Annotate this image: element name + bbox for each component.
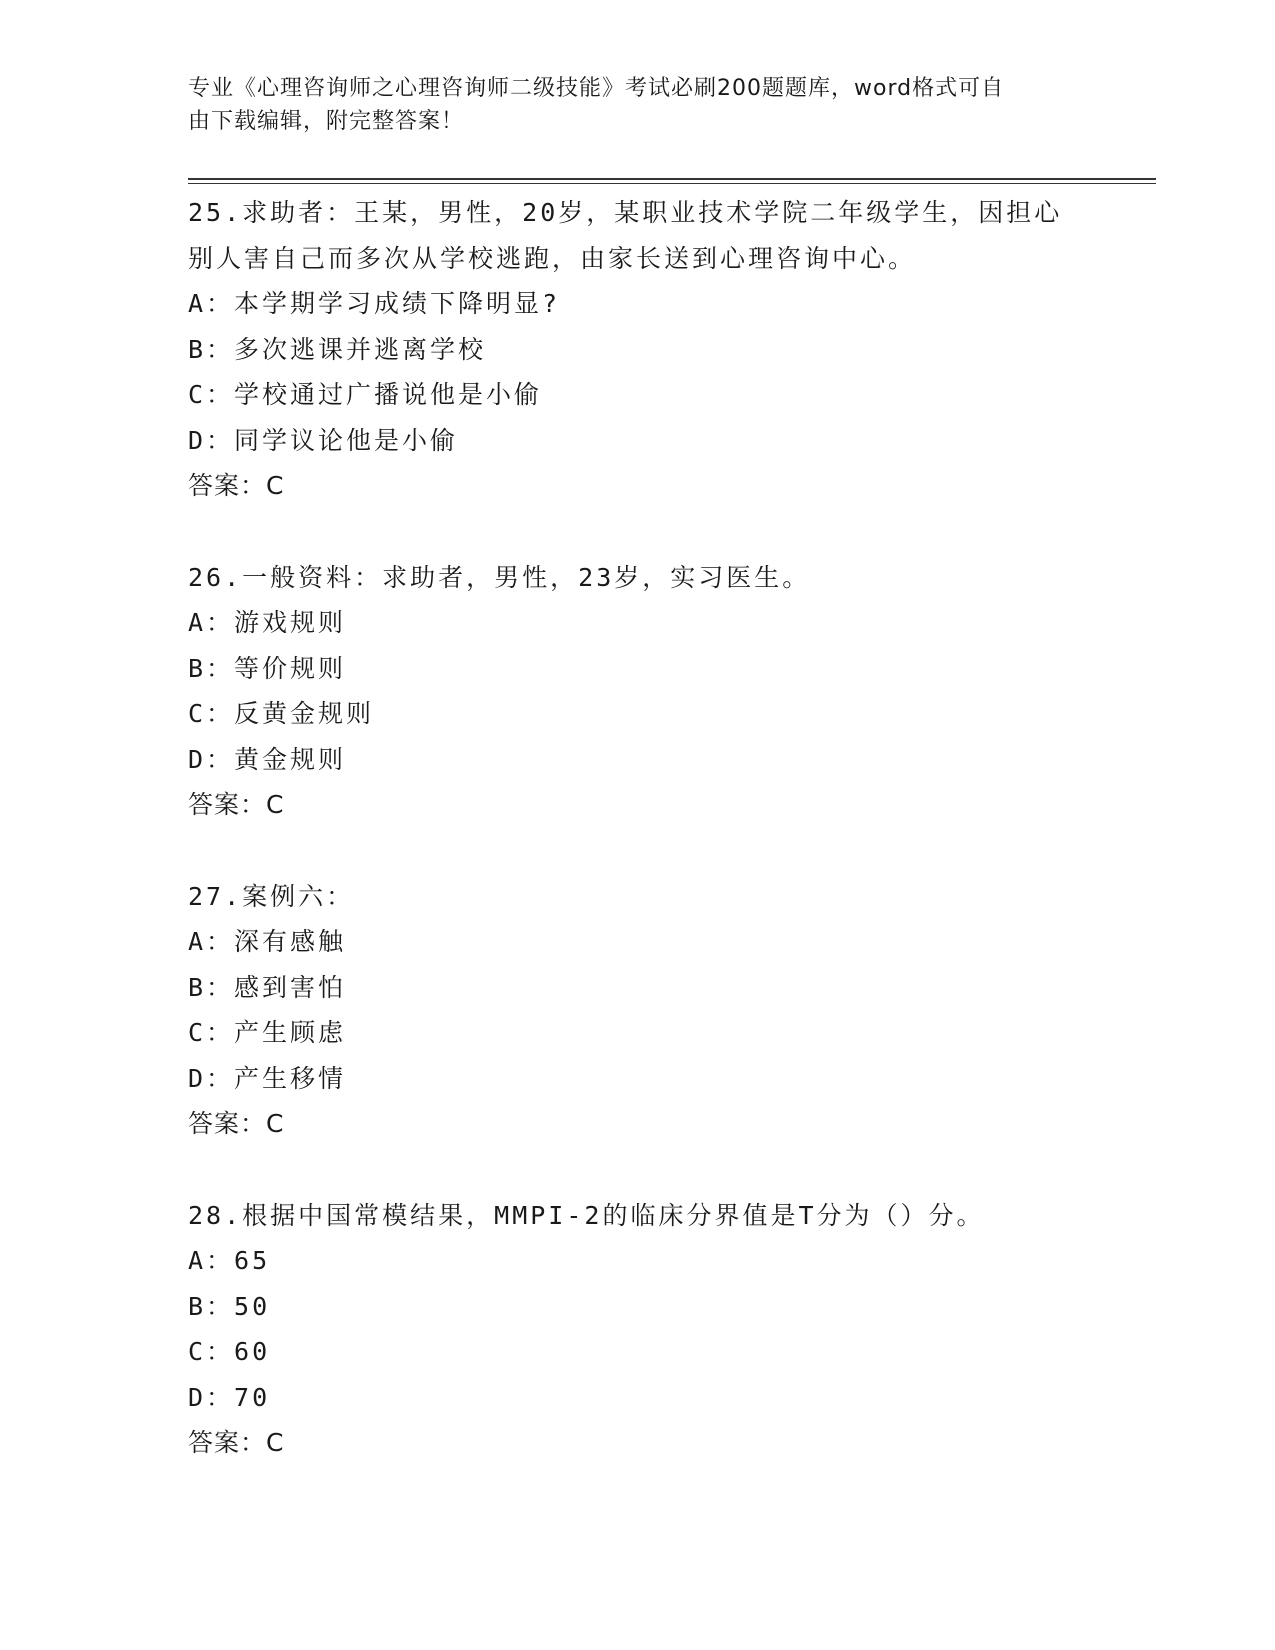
option-d: D：70	[188, 1382, 271, 1412]
question-28	[188, 1193, 1088, 1466]
option-a: A：游戏规则	[188, 608, 347, 637]
question-27	[188, 874, 1088, 1147]
option-a: A：本学期学习成绩下降明显?	[188, 289, 561, 318]
spacer	[188, 828, 1088, 874]
header-divider-thin	[188, 183, 1156, 184]
question-25	[188, 190, 1088, 509]
option-b: B：等价规则	[188, 653, 347, 683]
option-b: B：50	[188, 1291, 271, 1321]
header-divider-thick	[188, 178, 1156, 180]
question-text: 别人害自己而多次从学校逃跑，由家长送到心理咨询中心。	[188, 243, 917, 273]
document-header	[188, 72, 1088, 138]
answer: 答案：C	[188, 1428, 285, 1457]
option-c: C：60	[188, 1337, 271, 1366]
option-d: D：黄金规则	[188, 744, 347, 774]
option-b: B：多次逃课并逃离学校	[188, 334, 487, 364]
answer: 答案：C	[188, 1109, 285, 1138]
option-c: C：学校通过广播说他是小偷	[188, 380, 543, 409]
question-26	[188, 555, 1088, 828]
option-b: B：感到害怕	[188, 972, 347, 1002]
question-text: 25.求助者：王某，男性，20岁，某职业技术学院二年级学生，因担心	[188, 198, 1063, 227]
option-c: C：产生顾虑	[188, 1018, 347, 1047]
header-line-1: 专业《心理咨询师之心理咨询师二级技能》考试必刷200题题库，word格式可自	[188, 76, 1005, 101]
option-a: A：深有感触	[188, 927, 347, 956]
question-list	[188, 190, 1088, 1466]
question-text: 26.一般资料：求助者，男性，23岁，实习医生。	[188, 562, 811, 592]
header-line-2: 由下载编辑，附完整答案！	[188, 109, 465, 134]
answer: 答案：C	[188, 790, 285, 819]
option-d: D：产生移情	[188, 1063, 347, 1093]
question-text: 28.根据中国常模结果，MMPI-2的临床分界值是T分为（）分。	[188, 1200, 985, 1230]
spacer	[188, 1147, 1088, 1193]
option-c: C：反黄金规则	[188, 699, 375, 728]
option-d: D：同学议论他是小偷	[188, 425, 459, 455]
answer: 答案：C	[188, 471, 285, 500]
spacer	[188, 509, 1088, 555]
option-a: A：65	[188, 1246, 271, 1275]
question-text: 27.案例六：	[188, 881, 355, 911]
